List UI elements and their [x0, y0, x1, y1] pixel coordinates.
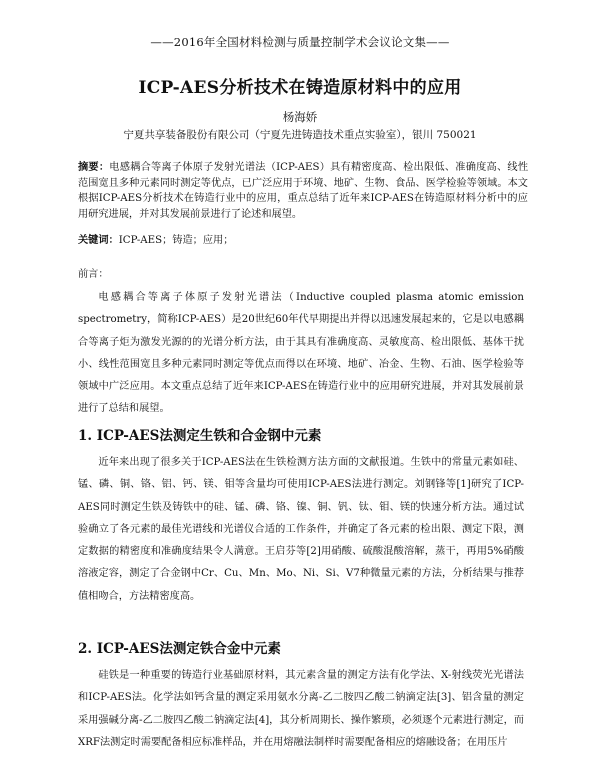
- preface-label: 前言：: [78, 269, 109, 280]
- keywords-block: [78, 233, 528, 249]
- section-1-paragraph: 近年来出现了很多关于ICP-AES法在生铁检测方法方面的文献报道。生铁中的常量元素如硅、锰、磷、铜、铬、铝、钙、镁、钼等含量均可使用ICP-AES法进行测定。刘钢锋等[1]研究了ICP-AES同时测定生铁及铸铁中的硅、锰、磷、铬、镍、铜、钒、钛、钼、镁的快速分析方法。通过试验确立了各元素的最佳光谱线和光谱仪合适的工作条件，并确定了各元素的检出限、测定下限，测定数据的精密度和准确度结果令人满意。王启芬等[2]用硝酸、硫酸混酸溶解，蒸干，再用5%硝酸溶液定容，测定了合金钢中Cr、Cu、Mn、Mo、Ni、Si、V7种微量元素的方法，分析结果与推荐值相吻合，方法精密度高。: [78, 457, 524, 602]
- keywords-text: ICP-AES；铸造；应用；: [118, 235, 234, 246]
- keywords-label: 关键词：: [78, 234, 119, 246]
- author-affiliation: 宁夏共享装备股份有限公司（宁夏先进铸造技术重点实验室），银川 750021: [123, 129, 477, 141]
- section-2-paragraph: 硅铁是一种重要的铸造行业基础原材料，其元素含量的测定方法有化学法、X-射线荧光光谱法和ICP-AES法。化学法如钙含量的测定采用氨水分离-乙二胺四乙酸二钠滴定法[3]、铝含量的测定采用强碱分离-乙二胺四乙酸二钠滴定法[4]，其分析周期长、操作繁琐，必须逐个元素进行测定，而XRF法测定时需要配备相应标准样品，并在用熔融法制样时需要配备相应的熔融设备；在用压片: [78, 670, 524, 748]
- preface-paragraph: 电感耦合等离子体原子发射光谱法（Inductive coupled plasma atomic emission spectrometry，简称ICP-AES）是20世纪60年代早期提出并得以迅速发展起来的，它是以电感耦合等离子炬为激发光源的的光谱分析方法，由于其具有准确度高、灵敏度高、检出限低、基体干扰小、线性范围宽且多种元素同时测定等优点而得以在环境、地矿、冶金、生物、石油、医学检验等领域中广泛应用。本文重点总结了近年来ICP-AES在铸造行业中的应用研究进展，并对其发展前景进行了总结和展望。: [78, 292, 524, 415]
- section-heading-2: 2. ICP-AES法测定铁合金中元素: [78, 641, 281, 657]
- abstract-text: 电感耦合等离子体原子发射光谱法（ICP-AES）具有精密度高、检出限低、准确度高、线性范围宽且多种元素同时测定等优点，已广泛应用于环境、地矿、生物、食品、医学检验等领域。本文根据ICP-AES分析技术在铸造行业中的应用，重点总结了近年来ICP-AES在铸造原材料分析中的应用研究进展，并对其发展前景进行了论述和展望。: [78, 162, 529, 220]
- section-heading-1: 1. ICP-AES法测定生铁和合金钢中元素: [78, 428, 322, 444]
- running-header: ——2016年全国材料检测与质量控制学术会议论文集——: [150, 35, 450, 49]
- author-name: 杨海娇: [282, 110, 318, 124]
- abstract-label: 摘要：: [78, 161, 110, 173]
- paper-title: ICP-AES分析技术在铸造原材料中的应用: [138, 78, 462, 98]
- abstract-block: [78, 160, 528, 222]
